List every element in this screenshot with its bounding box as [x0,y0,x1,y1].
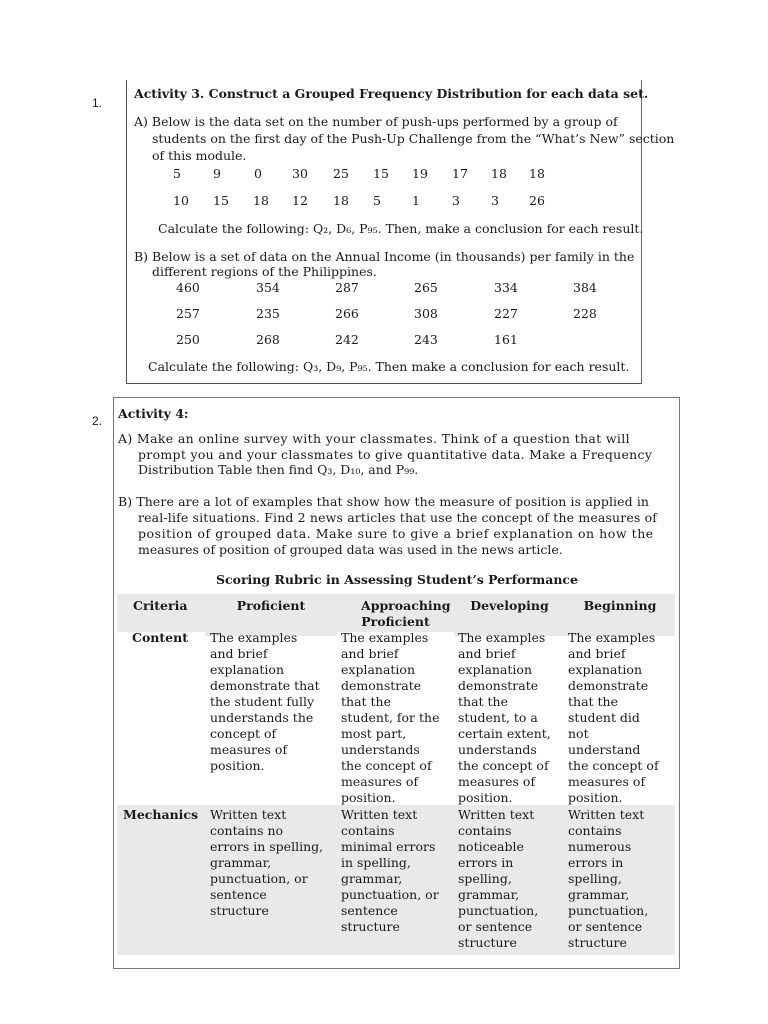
cell-line: structure [210,903,269,918]
cell-line: spelling, [458,871,512,886]
cell-line: structure [458,935,517,950]
cell-line: explanation [210,662,284,677]
cell-line: certain extent, [458,726,551,741]
cell-line: punctuation, or [341,887,439,902]
cell-line: grammar, [568,887,630,902]
cell-line: Written text [341,807,418,822]
cell-line: demonstrate [341,678,422,693]
data-cell: 243 [414,332,438,347]
cell-line: punctuation, or [210,871,308,886]
cell-line: position. [458,790,513,805]
cell-line: student did [568,710,640,725]
data-cell: 25 [333,166,349,181]
data-cell: 228 [573,306,597,321]
cell-line: the student fully [210,694,315,709]
rubric-content-approaching [341,630,439,806]
cell-line: explanation [568,662,642,677]
cell-line: contains no [210,823,284,838]
cell-line: that the [341,694,391,709]
activity3-a-line2: students on the first day of the Push-Up Challenge from the “What’s New” section [152,131,675,146]
rubric-header-proficient: Proficient [205,594,337,636]
data-cell: 15 [213,193,229,208]
activity4-a-line3: Distribution Table then find Q₃, D₁₀, and P₉₉. [138,462,419,477]
cell-line: student, for the [341,710,440,725]
rubric-header-beginning: Beginning [565,594,675,636]
data-cell: 3 [491,193,499,208]
cell-line: measures of [568,774,646,789]
cell-line: in spelling, [341,855,411,870]
activity4-b-line2: real-life situations. Find 2 news articles that use the concept of the measures of [138,510,658,525]
data-cell: 9 [213,166,221,181]
data-cell: 5 [373,193,381,208]
cell-line: errors in spelling, [210,839,324,854]
activity3-b-line1: B) Below is a set of data on the Annual Income (in thousands) per family in the [134,249,635,264]
activity4-a-line1: A) Make an online survey with your classmates. Think of a question that will [118,431,630,446]
data-cell: 12 [292,193,308,208]
cell-line: noticeable [458,839,524,854]
data-cell: 384 [573,280,597,295]
item-number-2: 2. [92,414,103,428]
data-cell: 308 [414,306,438,321]
cell-line: or sentence [568,919,643,934]
cell-line: contains [568,823,622,838]
data-cell: 250 [176,332,200,347]
activity4-title: Activity 4: [118,406,189,421]
rubric-row-label-mechanics: Mechanics [123,807,199,822]
cell-line: minimal errors [341,839,436,854]
rubric-content-developing [458,630,551,806]
cell-line: understands the [210,710,314,725]
data-cell: 5 [173,166,181,181]
cell-line: and brief [210,646,268,661]
data-cell: 460 [176,280,200,295]
data-cell: 26 [529,193,545,208]
cell-line: structure [568,935,627,950]
data-cell: 17 [452,166,468,181]
data-cell: 3 [452,193,460,208]
data-cell: 268 [256,332,280,347]
cell-line: position. [210,758,265,773]
data-cell: 19 [412,166,428,181]
cell-line: measures of [458,774,536,789]
cell-line: position. [341,790,396,805]
cell-line: Written text [458,807,535,822]
rubric-row-label-content: Content [132,630,188,645]
activity3-b-line2: different regions of the Philippines. [152,264,377,279]
cell-line: contains [458,823,512,838]
cell-line: errors in [458,855,514,870]
data-cell: 235 [256,306,280,321]
cell-line: sentence [210,887,267,902]
cell-line: student, to a [458,710,538,725]
cell-line: punctuation, [568,903,649,918]
cell-line: measures of [210,742,288,757]
cell-line: The examples [458,630,546,645]
cell-line: The examples [341,630,429,645]
cell-line: The examples [210,630,298,645]
cell-line: concept of [210,726,277,741]
rubric-header-developing: Developing [454,594,565,636]
data-cell: 266 [335,306,359,321]
cell-line: that the [568,694,618,709]
rubric-mechanics-approaching [341,807,439,935]
rubric-mechanics-proficient [210,807,323,919]
cell-line: Written text [568,807,645,822]
activity3-a-line3: of this module. [152,148,247,163]
cell-line: demonstrate [568,678,649,693]
cell-line: understand [568,742,641,757]
cell-line: grammar, [341,871,403,886]
cell-line: numerous [568,839,632,854]
activity3-b-calc: Calculate the following: Q₃, D₉, P₉₅. Then make a conclusion for each result. [148,359,630,374]
cell-line: the concept of [341,758,432,773]
cell-line: that the [458,694,508,709]
cell-line: demonstrate [458,678,539,693]
data-cell: 10 [173,193,189,208]
data-cell: 354 [256,280,280,295]
cell-line: and brief [458,646,516,661]
rubric-mechanics-developing [458,807,538,951]
rubric-header-approaching: Approaching Proficient [337,594,454,632]
rubric-mechanics-beginning [568,807,648,951]
cell-line: spelling, [568,871,622,886]
item-number-1: 1. [92,96,103,110]
data-cell: 242 [335,332,359,347]
cell-line: explanation [341,662,415,677]
cell-line: demonstrate that [210,678,320,693]
data-cell: 334 [494,280,518,295]
cell-line: measures of [341,774,419,789]
data-cell: 18 [333,193,349,208]
activity4-a-line2: prompt you and your classmates to give quantitative data. Make a Frequency [138,447,653,462]
activity4-b-line1: B) There are a lot of examples that show how the measure of position is applied in [118,494,650,509]
rubric-content-beginning [568,630,659,806]
cell-line: and brief [341,646,399,661]
cell-line: The examples [568,630,656,645]
cell-line: Written text [210,807,287,822]
rubric-header-criteria: Criteria [117,594,205,632]
data-cell: 287 [335,280,359,295]
activity3-a-line1: A) Below is the data set on the number of push-ups performed by a group of [134,114,618,129]
data-cell: 227 [494,306,518,321]
data-cell: 161 [494,332,518,347]
data-cell: 18 [491,166,507,181]
data-cell: 0 [254,166,262,181]
cell-line: structure [341,919,400,934]
rubric-content-proficient [210,630,320,774]
rubric-title: Scoring Rubric in Assessing Student’s Performance [216,572,578,587]
cell-line: most part, [341,726,407,741]
cell-line: not [568,726,589,741]
data-cell: 257 [176,306,200,321]
cell-line: errors in [568,855,624,870]
data-cell: 15 [373,166,389,181]
cell-line: grammar, [458,887,520,902]
cell-line: the concept of [458,758,549,773]
cell-line: understands [458,742,537,757]
cell-line: grammar, [210,855,272,870]
cell-line: understands [341,742,420,757]
activity3-title: Activity 3. Construct a Grouped Frequency Distribution for each data set. [134,86,649,101]
data-cell: 1 [412,193,420,208]
data-cell: 18 [529,166,545,181]
cell-line: explanation [458,662,532,677]
cell-line: sentence [341,903,398,918]
data-cell: 18 [253,193,269,208]
data-cell: 30 [292,166,308,181]
cell-line: or sentence [458,919,533,934]
cell-line: the concept of [568,758,659,773]
activity4-b-line4: measures of position of grouped data was used in the news article. [138,542,563,557]
cell-line: and brief [568,646,626,661]
cell-line: position. [568,790,623,805]
cell-line: contains [341,823,395,838]
activity3-a-calc: Calculate the following: Q₂, D₆, P₉₅. Then, make a conclusion for each result. [158,221,644,236]
data-cell: 265 [414,280,438,295]
cell-line: punctuation, [458,903,539,918]
activity4-b-line3: position of grouped data. Make sure to give a brief explanation on how the [138,526,654,541]
